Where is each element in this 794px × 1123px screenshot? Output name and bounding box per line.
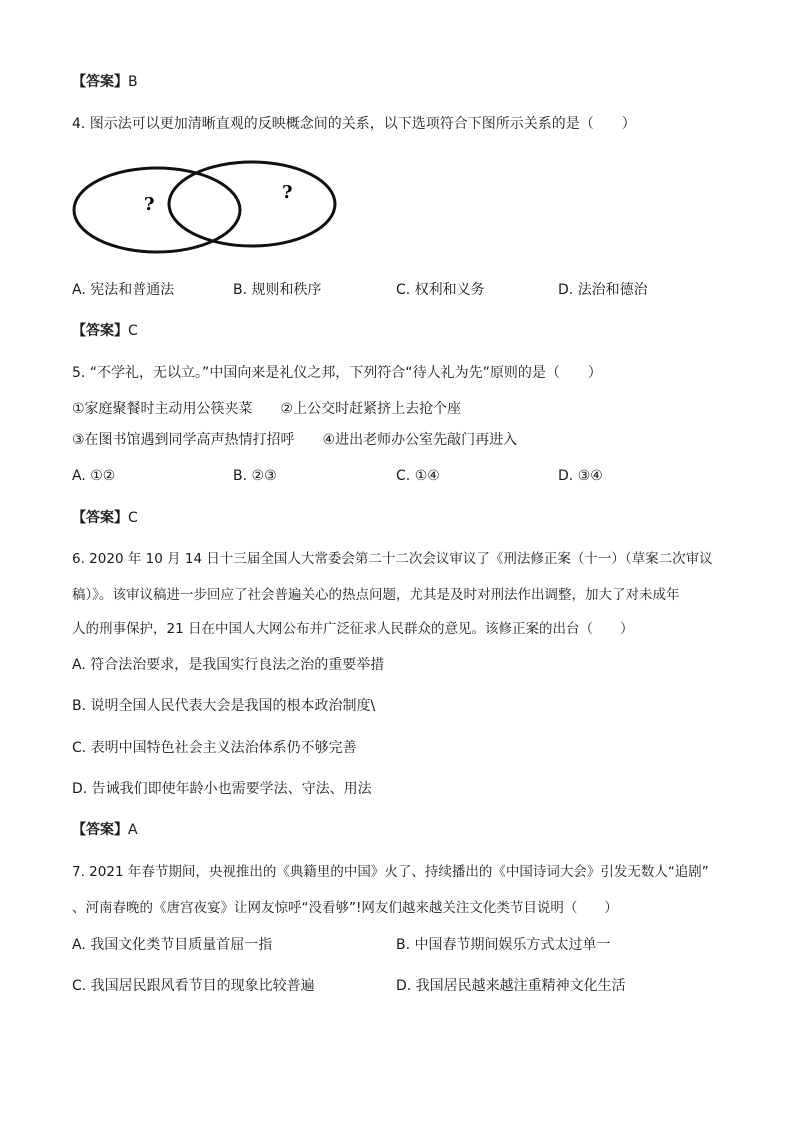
- question-6-stem-line-1: 6. 2020 年 10 月 14 日十三届全国人大常委会第二十二次会议审议了《刑法修正案（十一）（草案二次审议: [72, 551, 713, 567]
- q7-option-a: A. 我国文化类节目质量首屈一指: [72, 937, 273, 953]
- venn-right-circle: [169, 162, 335, 246]
- q4-option-b: B. 规则和秩序: [233, 282, 322, 298]
- q6-option-a: A. 符合法治要求，是我国实行良法之治的重要举措: [72, 657, 385, 673]
- answer-line-6: [72, 820, 138, 840]
- q6-option-d: D. 告诫我们即使年龄小也需要学法、守法、用法: [72, 781, 372, 797]
- q7-option-b: B. 中国春节期间娱乐方式太过单一: [396, 937, 611, 953]
- q5-items-line-1: ①家庭聚餐时主动用公筷夹菜 ②上公交时赶紧挤上去抢个座: [72, 401, 462, 417]
- q4-option-a: A. 宪法和普通法: [72, 282, 175, 298]
- q7-option-c: C. 我国居民跟风看节目的现象比较普遍: [72, 978, 315, 994]
- answer-tag: 【答案】: [72, 323, 128, 339]
- question-5-stem: 5. “不学礼，无以立。”中国向来是礼仪之邦，下列符合“待人礼为先”原则的是（ ）: [72, 365, 602, 381]
- q6-option-c: C. 表明中国特色社会主义法治体系仍不够完善: [72, 740, 357, 756]
- answer-tag: 【答案】: [72, 510, 128, 526]
- q5-items-line-2: ③在图书馆遇到同学高声热情打招呼 ④进出老师办公室先敲门再进入: [72, 432, 518, 448]
- q5-option-d: D. ③④: [558, 468, 603, 484]
- answer-line-3: [72, 72, 138, 92]
- venn-right-label: ?: [282, 182, 293, 203]
- answer-line-4: [72, 321, 138, 341]
- question-6-stem-line-3: 人的刑事保护，21 日在中国人大网公布并广泛征求人民群众的意见。该修正案的出台（ ）: [72, 621, 634, 637]
- q5-option-a: A. ①②: [72, 468, 116, 484]
- venn-left-label: ?: [144, 194, 155, 215]
- q6-option-b: B. 说明全国人民代表大会是我国的根本政治制度\: [72, 698, 376, 714]
- question-7-stem-line-1: 7. 2021 年春节期间，央视推出的《典籍里的中国》火了、持续播出的《中国诗词大会》引发无数人“追剧”: [72, 864, 709, 880]
- answer-value: C: [128, 510, 138, 526]
- venn-left-circle: [74, 168, 240, 252]
- answer-value: A: [128, 822, 138, 838]
- q7-option-d: D. 我国居民越来越注重精神文化生活: [396, 978, 626, 994]
- answer-line-5: [72, 508, 138, 528]
- question-6-stem-line-2: 稿）》。该审议稿进一步回应了社会普遍关心的热点问题，尤其是及时对刑法作出调整，加大了对未成年: [72, 587, 680, 603]
- q5-option-c: C. ①④: [396, 468, 440, 484]
- question-7-stem-line-2: 、河南春晚的《唐宫夜宴》让网友惊呼“没看够”!网友们越来越关注文化类节目说明（ ）: [72, 900, 618, 916]
- answer-tag: 【答案】: [72, 822, 128, 838]
- q5-option-b: B. ②③: [233, 468, 277, 484]
- answer-value: B: [128, 74, 138, 90]
- venn-diagram: [72, 158, 342, 258]
- q4-option-d: D. 法治和德治: [558, 282, 648, 298]
- answer-tag: 【答案】: [72, 74, 128, 90]
- question-4-stem: 4. 图示法可以更加清晰直观的反映概念间的关系，以下选项符合下图所示关系的是（ ）: [72, 116, 636, 132]
- q4-option-c: C. 权利和义务: [396, 282, 485, 298]
- answer-value: C: [128, 323, 138, 339]
